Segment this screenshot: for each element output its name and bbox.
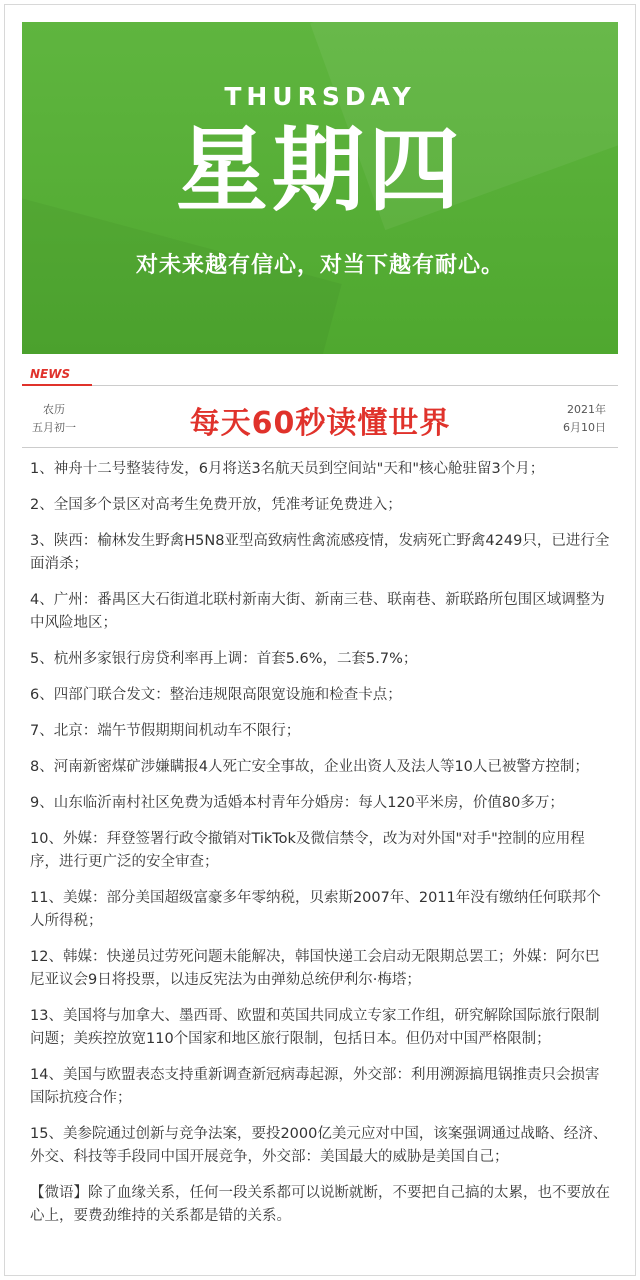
page-title: 每天60秒读懂世界 <box>189 406 451 441</box>
date-month-day: 6月10日 <box>563 421 606 434</box>
news-item: 10、外媒：拜登签署行政令撤销对TikTok及微信禁令，改为对外国"对手"控制的应用程序，进行更广泛的安全审查； <box>30 831 585 870</box>
news-list <box>30 458 612 1243</box>
news-item: 13、美国将与加拿大、墨西哥、欧盟和英国共同成立专家工作组，研究解除国际旅行限制问题；美疾控放宽110个国家和地区旅行限制，包括日本。但仍对中国严格限制； <box>30 1008 600 1047</box>
news-item: 5、杭州多家银行房贷利率再上调：首套5.6%，二套5.7%； <box>30 651 418 667</box>
news-item: 15、美参院通过创新与竞争法案，要投2000亿美元应对中国，该案强调通过战略、经济、外交、科技等手段同中国开展竞争，外交部：美国最大的威胁是美国自己； <box>30 1126 608 1165</box>
news-item: 3、陕西：榆林发生野禽H5N8亚型高致病性禽流感疫情，发病死亡野禽4249只，已进行全面消杀； <box>30 533 610 572</box>
news-item: 4、广州：番禺区大石街道北联村新南大街、新南三巷、联南巷、新联路所包围区域调整为中风险地区； <box>30 592 605 631</box>
news-item: 1、神舟十二号整装待发，6月将送3名航天员到空间站"天和"核心舱驻留3个月； <box>30 461 545 477</box>
news-item: 6、四部门联合发文：整治违规限高限宽设施和检查卡点； <box>30 687 402 703</box>
gregorian-date <box>563 401 606 437</box>
news-item: 8、河南新密煤矿涉嫌瞒报4人死亡安全事故，企业出资人及法人等10人已被警方控制； <box>30 759 589 775</box>
news-item: 9、山东临沂南村社区免费为适婚本村青年分婚房：每人120平米房，价值80多万； <box>30 795 564 811</box>
news-item: 11、美媒：部分美国超级富豪多年零纳税，贝索斯2007年、2011年没有缴纳任何联邦个人所得税； <box>30 890 601 929</box>
news-item: 14、美国与欧盟表态支持重新调查新冠病毒起源，外交部：利用溯源搞甩锅推责只会损害国际抗疫合作； <box>30 1067 600 1106</box>
date-year: 2021年 <box>567 403 606 416</box>
divider-accent <box>22 384 92 386</box>
lunar-day: 五月初一 <box>32 421 76 434</box>
news-item: 7、北京：端午节假期期间机动车不限行； <box>30 723 301 739</box>
divider <box>22 385 618 386</box>
daily-quote: 【微语】除了血缘关系，任何一段关系都可以说断就断，不要把自己搞的太累，也不要放在心上，要费劲维持的关系都是错的关系。 <box>30 1185 610 1224</box>
header-banner <box>22 22 618 354</box>
news-tag: NEWS <box>30 367 71 381</box>
banner-slogan: 对未来越有信心，对当下越有耐心。 <box>135 253 504 278</box>
news-item: 2、全国多个景区对高考生免费开放，凭准考证免费进入； <box>30 497 402 513</box>
lunar-label: 农历 <box>43 403 65 416</box>
news-item: 12、韩媒：快递员过劳死问题未能解决，韩国快递工会启动无限期总罢工；外媒：阿尔巴尼亚议会9日将投票，以违反宪法为由弹劾总统伊利尔·梅塔； <box>30 949 600 988</box>
weekday-english: THURSDAY <box>224 82 416 111</box>
weekday-chinese: 星期四 <box>175 117 464 224</box>
divider <box>22 447 618 448</box>
